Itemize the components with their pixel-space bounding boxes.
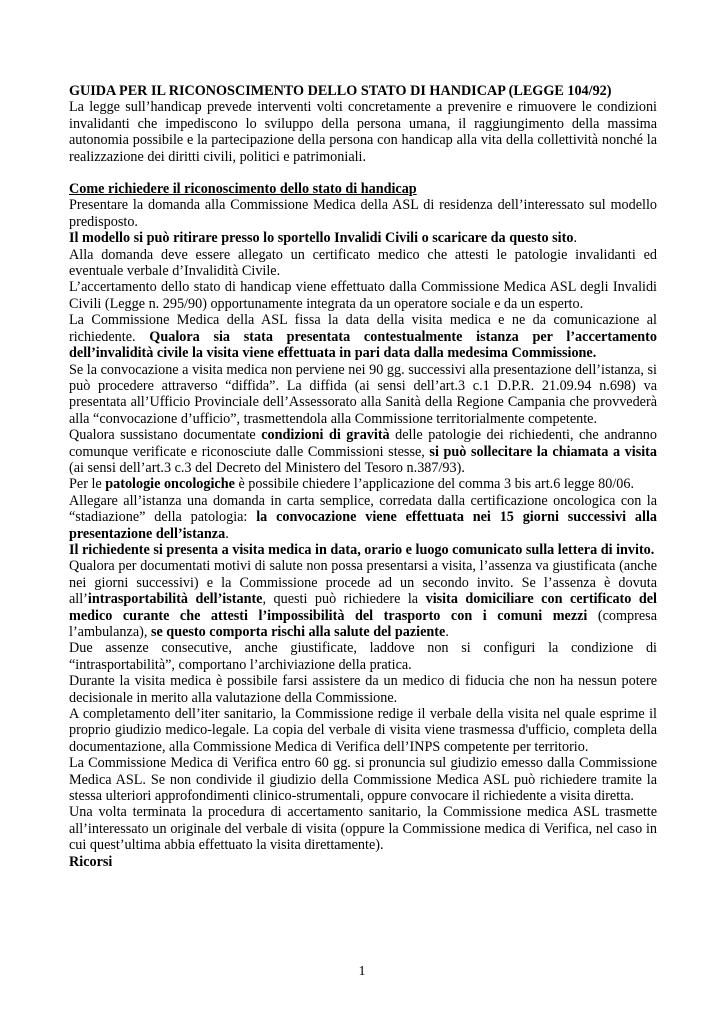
- paragraph: La Commissione Medica della ASL fissa la data della visita medica e ne da comunicazione al richiedente. Qualora sia stata presentata contestualmente istanza per l’accertamento dell’invalidità civile la visita viene effettuata in pari data dalla medesima Commissione.: [69, 312, 657, 362]
- section-heading: Come richiedere il riconoscimento dello stato di handicap: [69, 181, 417, 198]
- paragraph: A completamento dell’iter sanitario, la Commissione redige il verbale della visita nel quale esprime il proprio giudizio medico-legale. La copia del verbale di visita viene trasmessa d'ufficio, completa della documentazione, alla Commissione Medica di Verifica dell’INPS competente per territorio.: [69, 706, 657, 755]
- ricorsi-heading: Ricorsi: [69, 853, 113, 870]
- paragraph: Alla domanda deve essere allegato un certificato medico che attesti le patologie invalidanti ed eventuale verbale d’Invalidità Civile.: [69, 246, 657, 280]
- paragraph: Due assenze consecutive, anche giustificate, laddove non si configuri la condizione di “intrasportabilità”, comportano l’archiviazione della pratica.: [69, 640, 657, 673]
- page-number: 1: [358, 964, 366, 979]
- document-page: [69, 83, 657, 870]
- paragraph: Presentare la domanda alla Commissione Medica della ASL di residenza dell’interessato sul modello predisposto.: [69, 197, 657, 230]
- paragraph: Il richiedente si presenta a visita medica in data, orario e luogo comunicato sulla lettera di invito.: [69, 541, 655, 558]
- paragraph: Qualora sussistano documentate condizioni di gravità delle patologie dei richiedenti, che andranno comunque verificate e riconosciute dalle Commissioni stesse, si può sollecitare la chiamata a visita (ai sensi dell’art.3 c.3 del Decreto del Ministero del Tesoro n.387/93).: [69, 427, 657, 476]
- paragraph: Durante la visita medica è possibile farsi assistere da un medico di fiducia che non ha nessun potere decisionale in merito alla valutazione della Commissione.: [69, 673, 657, 706]
- paragraph: Se la convocazione a visita medica non perviene nei 90 gg. successivi alla presentazione dell’istanza, si può procedere attraverso “diffida”. La diffida (ai sensi dell’art.3 c.1 D.P.R. 21.09.94 n.698) va presentata all’Ufficio Provinciale dell’Assessorato alla Sanità della Regione Campania che provvederà alla “convocazione d’ufficio”, trasmettendola alla Commissione territorialmente competente.: [69, 361, 657, 427]
- paragraph: La Commissione Medica di Verifica entro 60 gg. si pronuncia sul giudizio emesso dalla Commissione Medica ASL. Se non condivide il giudizio della Commissione Medica ASL può richiedere tramite la stessa ulteriori approfondimenti clinico-strumentali, oppure convocare il richiedente a visita diretta.: [69, 755, 657, 805]
- paragraph: Il modello si può ritirare presso lo sportello Invalidi Civili o scaricare da questo sito.: [69, 230, 577, 247]
- document-title: GUIDA PER IL RICONOSCIMENTO DELLO STATO DI HANDICAP (LEGGE 104/92): [69, 83, 612, 99]
- paragraph: Qualora per documentati motivi di salute non possa presentarsi a visita, l’assenza va giustificata (anche nei giorni successivi) e la Commissione procede ad un secondo invito. Se l’assenza è dovuta all’intrasportabilità dell’istante, questi può richiedere la visita domiciliare con certificato del medico curante che attesti l’impossibilità del trasporto con i comuni mezzi (compresa l’ambulanza), se questo comporta rischi alla salute del paziente.: [69, 558, 657, 640]
- paragraph: Per le patologie oncologiche è possibile chiedere l’applicazione del comma 3 bis art.6 legge 80/06.: [69, 476, 634, 493]
- intro-paragraph: La legge sull’handicap prevede interventi volti concretamente a prevenire e rimuovere le condizioni invalidanti che impediscono lo sviluppo della persona umana, il raggiungimento della massima autonomia possibile e la partecipazione della persona con handicap alla vita della collettività nonché la realizzazione dei diritti civili, politici e patrimoniali.: [69, 99, 657, 165]
- paragraph: L’accertamento dello stato di handicap viene effettuato dalla Commissione Medica ASL degli Invalidi Civili (Legge n. 295/90) opportunamente integrata da un operatore sociale e da un esperto.: [69, 279, 657, 312]
- paragraph: Una volta terminata la procedura di accertamento sanitario, la Commissione medica ASL trasmette all’interessato un originale del verbale di visita (oppure la Commissione medica di Verifica, nel caso in cui quest’ultima abbia effettuato la visita direttamente).: [69, 804, 657, 854]
- paragraph: Allegare all’istanza una domanda in carta semplice, corredata dalla certificazione oncologica con la “stadiazione” della patologia: la convocazione viene effettuata nei 15 giorni successivi alla presentazione dell’istanza.: [69, 492, 658, 542]
